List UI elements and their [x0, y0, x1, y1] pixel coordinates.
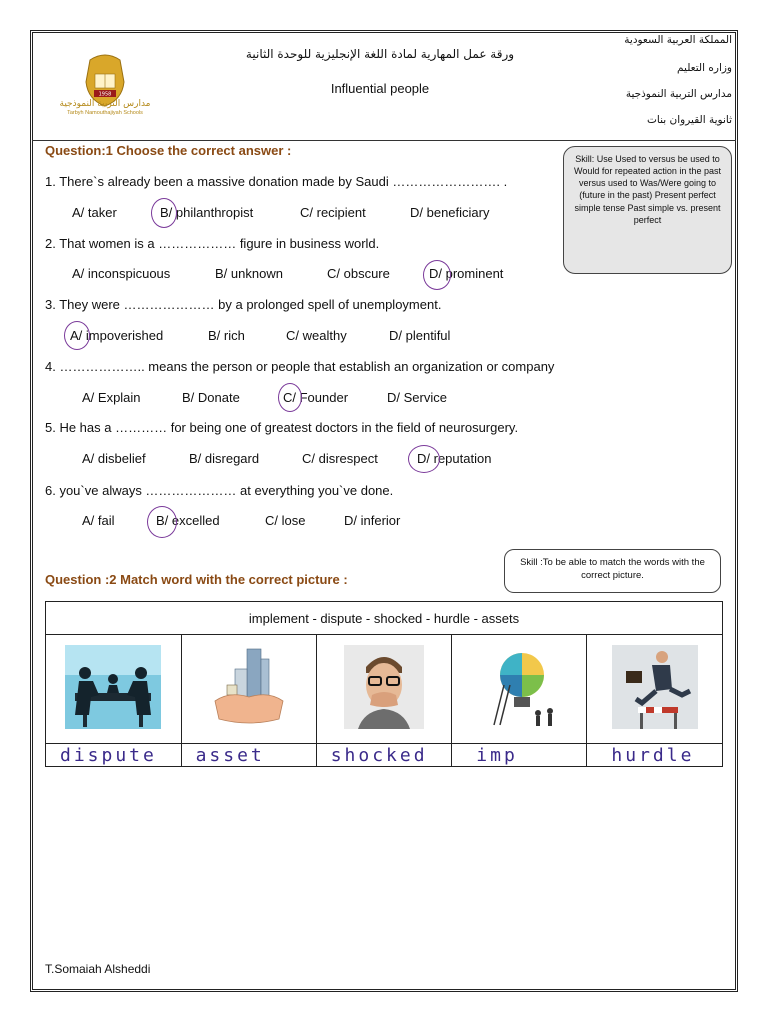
- answer-cell-3[interactable]: shocked: [316, 744, 452, 767]
- item2-option-c: C/ obscure: [327, 266, 390, 281]
- item4-option-d: D/ Service: [387, 390, 447, 405]
- item1-option-b: B/ philanthropist: [160, 205, 254, 220]
- item1-answer-circle: [151, 198, 177, 228]
- shocked-man-icon: [344, 645, 424, 729]
- answer-cell-5[interactable]: hurdle: [587, 744, 723, 767]
- meeting-dispute-icon: [65, 645, 161, 729]
- question1-item-6: 6. you`ve always ………………… at everything you`ve done.: [45, 483, 394, 498]
- item4-option-a: A/ Explain: [82, 390, 141, 405]
- word-bank: implement - dispute - shocked - hurdle - assets: [46, 602, 723, 635]
- header-country: المملكة العربية السعودية: [624, 34, 732, 46]
- item1-option-d: D/ beneficiary: [410, 205, 490, 220]
- question1-skill-text: Skill: Use Used to versus be used to Would for repeated action in the past versus used to Was/Were going to (future in the past) Present perfect simple tense Past simple vs. present perfect: [574, 154, 721, 225]
- item2-answer-circle: [423, 260, 451, 290]
- hands-holding-buildings-icon: [209, 645, 289, 729]
- item3-answer-circle: [64, 321, 90, 350]
- item3-option-c: C/ wealthy: [286, 328, 347, 343]
- question1-item-1: 1. There`s already been a massive donation made by Saudi ……………………. .: [45, 174, 508, 189]
- question1-item-2: 2. That women is a ……………… figure in business world.: [45, 236, 380, 251]
- picture-cell-2: [181, 635, 316, 744]
- question1-item-3: 3. They were ………………… by a prolonged spell of unemployment.: [45, 297, 442, 312]
- item6-option-d: D/ inferior: [344, 513, 401, 528]
- item4-answer-circle: [278, 383, 302, 412]
- item2-option-b: B/ unknown: [215, 266, 283, 281]
- item5-option-d: D/ reputation: [417, 451, 492, 466]
- item4-option-c: C/ Founder: [283, 390, 349, 405]
- match-table: [45, 601, 723, 767]
- item2-option-a: A/ inconspicuous: [72, 266, 171, 281]
- item5-answer-circle: [408, 445, 440, 473]
- item1-option-c: C/ recipient: [300, 205, 366, 220]
- picture-cell-3: [316, 635, 452, 744]
- answer-cell-4[interactable]: imp: [452, 744, 587, 767]
- item3-option-b: B/ rich: [208, 328, 245, 343]
- picture-cell-1: [46, 635, 182, 744]
- teacher-name: T.Somaiah Alsheddi: [45, 962, 151, 976]
- item5-option-a: A/ disbelief: [82, 451, 146, 466]
- header-divider: [32, 140, 736, 141]
- worksheet-english-title: Influential people: [330, 81, 430, 96]
- question2-skill-box: [504, 549, 721, 593]
- picture-cell-4: [452, 635, 587, 744]
- question1-heading: Question:1 Choose the correct answer :: [45, 143, 292, 158]
- worksheet-arabic-title: ورقة عمل المهارية لمادة اللغة الإنجليزية للوحدة الثانية: [245, 47, 515, 61]
- answer-cell-2[interactable]: asset: [181, 744, 316, 767]
- hurdle-jump-icon: [612, 645, 698, 729]
- question1-item-5: 5. He has a ………… for being one of greatest doctors in the field of neurosurgery.: [45, 420, 519, 435]
- logo-english-text: Tarbyh Namouthajiyah Schools: [67, 110, 143, 116]
- question2-skill-text: Skill :To be able to match the words with the correct picture.: [520, 557, 705, 582]
- item5-option-c: C/ disrespect: [302, 451, 378, 466]
- item2-option-d: D/ prominent: [429, 266, 504, 281]
- item3-option-d: D/ plentiful: [389, 328, 451, 343]
- item6-option-a: A/ fail: [82, 513, 115, 528]
- logo-arabic-text: مدارس التربية النموذجية: [59, 99, 151, 109]
- picture-cell-5: [587, 635, 723, 744]
- item4-option-b: B/ Donate: [182, 390, 240, 405]
- header-school-name: ثانوية القيروان بنات: [647, 114, 732, 126]
- header-schools: مدارس التربية النموذجية: [625, 88, 732, 100]
- item5-option-b: B/ disregard: [189, 451, 260, 466]
- question1-skill-box: [563, 146, 732, 274]
- item6-answer-circle: [147, 506, 177, 538]
- question2-heading: Question :2 Match word with the correct picture :: [45, 572, 348, 587]
- logo-year: 1958: [98, 91, 112, 98]
- question1-item-4: 4. ……………….. means the person or people that establish an organization or company: [45, 359, 555, 374]
- item1-option-a: A/ taker: [72, 205, 117, 220]
- item3-option-a: A/ impoverished: [70, 328, 164, 343]
- answer-cell-1[interactable]: dispute: [46, 744, 182, 767]
- item6-option-c: C/ lose: [265, 513, 306, 528]
- header-ministry: وزاره التعليم: [677, 62, 732, 74]
- item6-option-b: B/ excelled: [156, 513, 220, 528]
- puzzle-lightbulb-icon: [476, 645, 562, 729]
